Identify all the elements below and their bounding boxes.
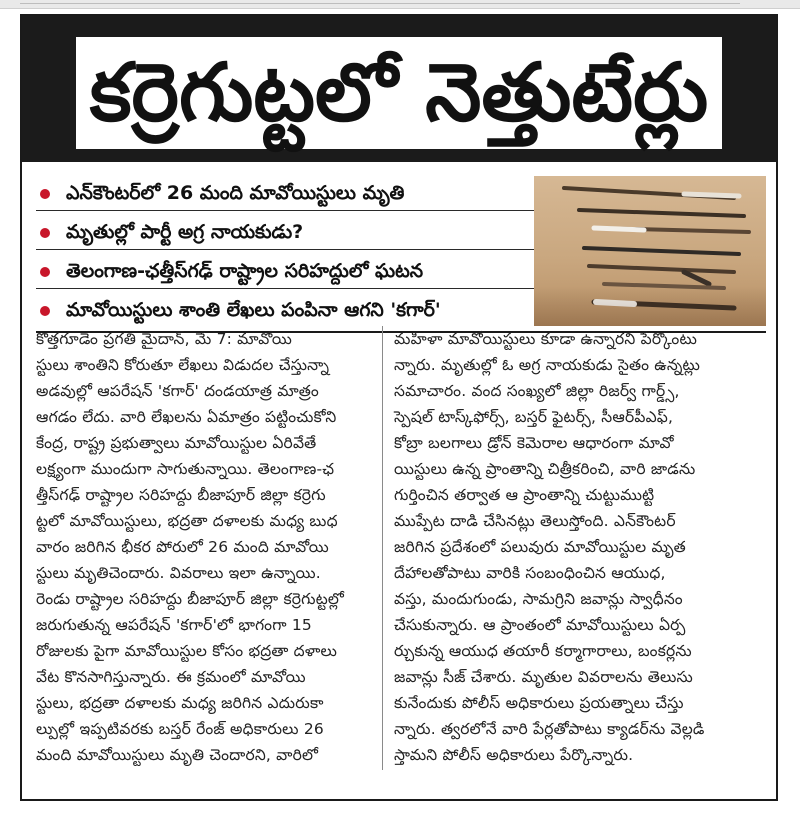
tag-icon: [684, 194, 739, 196]
bullet-dot-icon: [40, 306, 50, 316]
body-line: కోబ్రా బలగాలు డ్రోన్ కెమెరాల ఆధారంగా మావో: [394, 434, 674, 452]
body-line: ఆగడం లేదు. వారి లేఖలను ఏమాత్రం పట్టించుకోని: [36, 408, 337, 426]
body-line: దేహాలతోపాటు వారికి సంబంధించిన ఆయుధ,: [394, 564, 666, 582]
bullet-dot-icon: [40, 228, 50, 238]
highlight-text: మావోయిస్టులు శాంతి లేఖలు పంపినా ఆగని 'కగార్': [66, 299, 441, 321]
rifle-stock-icon: [684, 272, 709, 284]
body-line: ట్టలో మావోయిస్టులు, భద్రతా దళాలకు మధ్య బుధ: [36, 512, 338, 530]
column-divider: [382, 326, 383, 770]
body-line: జరుగుతున్న ఆపరేషన్ 'కగార్'లో భాగంగా 15: [36, 616, 312, 634]
body-line: జరిగిన ప్రదేశంలో పలువురు మావోయిస్టుల మృత: [394, 538, 686, 556]
body-line: మంది మావోయిస్టులు మృతి చెందారని, వారిలో: [36, 746, 319, 764]
page-top-strip: [0, 0, 800, 9]
body-line: లక్ష్యంగా ముందుగా సాగుతున్నాయి. తెలంగాణ-ఛ: [36, 460, 335, 478]
body-line: స్పెషల్ టాస్క్‌ఫోర్స్, బస్తర్ ఫైటర్స్, సీఆర్‌పీఎఫ్,: [394, 408, 674, 426]
body-line: స్టులు, భద్రతా దళాలకు మధ్య జరిగిన ఎదురుకా: [36, 694, 324, 712]
body-line: న్నారు. మృతుల్లో ఓ అగ్ర నాయకుడు సైతం ఉన్నట్లు: [394, 356, 701, 374]
body-line: కొత్తగూడెం ప్రగతి మైదాన్, మే 7: మావోయి: [36, 330, 292, 348]
body-line: స్టులు శాంతిని కోరుతూ లేఖలు విడుదల చేస్తున్నా: [36, 356, 330, 374]
body-line: సమాచారం. వంద సంఖ్యలో జిల్లా రిజర్వ్ గార్డ్స్,: [394, 382, 680, 400]
highlights-list: [36, 178, 536, 333]
rifle-icon: [579, 210, 744, 216]
body-line: త్తీస్‌గఢ్ రాష్ట్రాల సరిహద్దు బీజాపూర్ జిల్లా కర్రెగు: [36, 486, 326, 504]
body-line: అడవుల్లో ఆపరేషన్ 'కగార్' దండయాత్ర మాత్రం: [36, 382, 319, 400]
body-line: ర్చుకున్న ఆయుధ తయారీ కర్మాగారాలు, బంకర్లను: [394, 642, 692, 660]
body-line: వారం జరిగిన భీకర పోరులో 26 మంది మావోయి: [36, 538, 329, 556]
body-line: స్టులు మృతిచెందారు. వివరాలు ఇలా ఉన్నాయి.: [36, 564, 321, 582]
body-line: రోజులకు పైగా మావోయిస్టుల కోసం భద్రతా దళాలు: [36, 642, 338, 660]
highlight-text: మృతుల్లో పార్టీ అగ్ర నాయకుడు?: [66, 221, 304, 243]
body-line: మహిళా మావోయిస్టులు కూడా ఉన్నారని పేర్కొంటు: [394, 330, 698, 348]
rifle-icon: [589, 266, 734, 272]
body-line: కునేందుకు పోలీస్ అధికారులు ప్రయత్నాలు చేస్తు: [394, 694, 684, 712]
body-line: గుర్తించిన తర్వాత ఆ ప్రాంతాన్ని చుట్టుముట్టి: [394, 486, 655, 504]
body-line: ముప్పేట దాడి చేసినట్లు తెలుస్తోంది. ఎన్‌కౌంటర్: [394, 512, 676, 530]
body-line: జవాన్లు సీజ్ చేశారు. మృతుల వివరాలను తెలుసు: [394, 668, 693, 686]
body-line: స్తామని పోలీస్ అధికారులు పేర్కొన్నారు.: [394, 746, 634, 764]
highlight-item: [36, 256, 536, 289]
highlight-text: తెలంగాణ-ఛత్తీస్‌గఢ్ రాష్ట్రాల సరిహద్దులో ఘటన: [66, 260, 424, 282]
tag-icon: [594, 228, 644, 230]
highlight-item: [36, 178, 536, 211]
highlight-item: [36, 295, 536, 327]
headline-bar: [22, 16, 776, 162]
body-line: కేంద్ర, రాష్ట్ర ప్రభుత్వాలు మావోయిస్టుల ఏరివేతే: [36, 434, 317, 452]
rifle-icon: [584, 248, 739, 254]
bullet-dot-icon: [40, 189, 50, 199]
body-column-left: [36, 326, 376, 768]
seized-weapons-photo: [534, 176, 766, 326]
body-line: ల్పుల్లో ఇప్పటివరకు బస్తర్ రేంజ్ అధికారులు 26: [36, 720, 324, 738]
bullet-dot-icon: [40, 267, 50, 277]
photo-shadow: [534, 286, 766, 326]
top-rule: [20, 3, 740, 4]
body-line: రెండు రాష్ట్రాల సరిహద్దు బీజాపూర్ జిల్లా కర్రెగుట్టల్లో: [36, 590, 345, 608]
body-line: న్నారు. త్వరలోనే వారి పేర్లతోపాటు క్యాడర్‌ను వెల్లడి: [394, 720, 705, 738]
body-column-right: [394, 326, 734, 768]
body-line: వస్తు, మందుగుండు, సామగ్రిని జవాన్లు స్వాధీనం: [394, 590, 683, 608]
highlight-item: [36, 217, 536, 250]
headline: కర్రెగుట్టలో నెత్తుటేర్లు: [76, 37, 722, 149]
body-line: యిస్టులు ఉన్న ప్రాంతాన్ని చిత్రీకరించి, వారి జాడను: [394, 460, 696, 478]
highlight-text: ఎన్‌కౌంటర్‌లో 26 మంది మావోయిస్టులు మృతి: [66, 182, 405, 204]
body-line: వేట కొనసాగిస్తున్నారు. ఈ క్రమంలో మావోయి: [36, 668, 306, 686]
body-line: చేసుకున్నారు. ఆ ప్రాంతంలో మావోయిస్టులు ఏర్ప: [394, 616, 686, 634]
